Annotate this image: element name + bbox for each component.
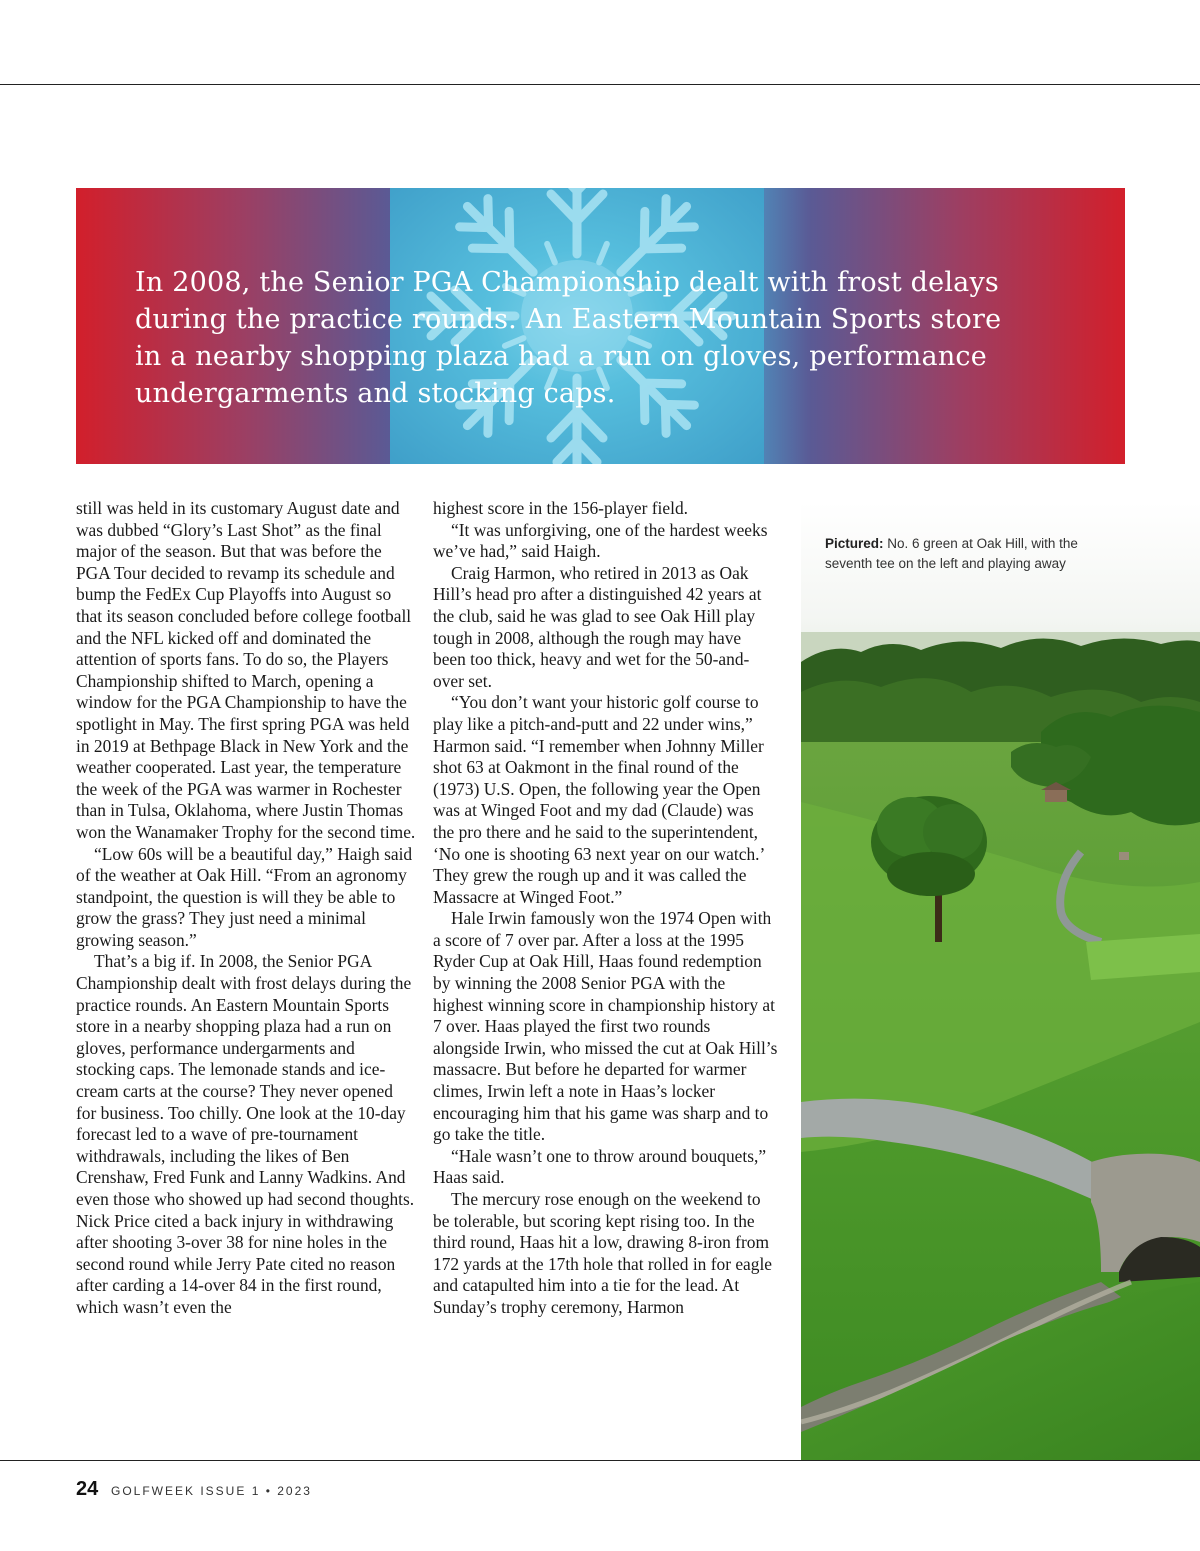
pull-quote-banner: [76, 188, 1125, 464]
bottom-rule: [0, 1460, 1200, 1461]
body-column-1: [76, 498, 416, 1319]
paragraph: “It was unforgiving, one of the hardest weeks we’ve had,” said Haigh.: [433, 519, 768, 562]
caption-label: Pictured:: [825, 536, 884, 551]
paragraph: still was held in its customary August date and was dubbed “Glory’s Last Shot” as the final major of the season. But that was before the PGA Tour decided to revamp its schedule and bump the FedEx Cup Playoffs into August so that its season concluded before college football and the NFL kicked off and dominated the attention of sports fans. To do so, the Players Championship shifted to March, opening a window for the PGA Championship to have the spotlight in May. The first spring PGA was held in 2019 at Bethpage Black in New York and the weather cooperated. Last year, the temperature the week of the PGA was warmer in Rochester than in Tulsa, Oklahoma, where Justin Thomas won the Wanamaker Trophy for the second time.: [76, 498, 416, 842]
paragraph: That’s a big if. In 2008, the Senior PGA Championship dealt with frost delays during the practice rounds. An Eastern Mountain Sports store in a nearby shopping plaza had a run on gloves, performance undergarments and stocking caps. The lemonade stands and ice-cream carts at the course? They never opened for business. Too chilly. One look at the 10-day forecast led to a wave of pre-tournament withdrawals, including the likes of Ben Crenshaw, Fred Funk and Lanny Wadkins. And even those who showed up had second thoughts. Nick Price cited a back injury in withdrawing after shooting 3-over 38 for nine holes in the second round while Jerry Pate cited no reason after carding a 14-over 84 in the first round, which wasn’t even the: [76, 951, 415, 1317]
paragraph: “Hale wasn’t one to throw around bouquets,” Haas said.: [433, 1145, 767, 1188]
golf-course-photo: [801, 502, 1200, 1460]
photo-caption: [825, 534, 1125, 574]
top-rule: [0, 84, 1200, 85]
paragraph: The mercury rose enough on the weekend to be tolerable, but scoring kept rising too. In the third round, Haas hit a low, drawing 8-iron from 172 yards at the 17th hole that rolled in for eagle and catapulted him into a tie for the lead. At Sunday’s trophy ceremony, Harmon: [433, 1189, 773, 1317]
publication-name: GOLFWEEK ISSUE 1 • 2023: [111, 1484, 312, 1498]
paragraph: highest score in the 156-player field.: [433, 498, 688, 518]
paragraph: Hale Irwin famously won the 1974 Open with a score of 7 over par. After a loss at the 1995 Ryder Cup at Oak Hill, Haas found redemption by winning the 2008 Senior PGA with the highest winning score in championship history at 7 over. Haas played the first two rounds alongside Irwin, who missed the cut at Oak Hill’s massacre. But before he departed for warmer climes, Irwin left a note in Haas’s locker encouraging him that his game was sharp and to go take the title.: [433, 908, 778, 1145]
body-column-2: [433, 498, 778, 1319]
paragraph: “You don’t want your historic golf course to play like a pitch-and-putt and 22 under wins,” Harmon said. “I remember when Johnny Miller shot 63 at Oakmont in the final round of the (1973) U.S. Open, the following year the Open was at Winged Foot and my dad (Claude) was the pro there and he said to the superintendent, ‘No one is shooting 63 next year on our watch.’ They grew the rough up and it was called the Massacre at Winged Foot.”: [433, 692, 764, 907]
caption-text: No. 6 green at Oak Hill, with the seventh tee on the left and playing away: [825, 536, 1078, 571]
paragraph: “Low 60s will be a beautiful day,” Haigh said of the weather at Oak Hill. “From an agronomy standpoint, the question is will they be able to grow the grass? They just need a minimal growing season.”: [76, 843, 413, 950]
pull-quote: In 2008, the Senior PGA Championship dealt with frost delays during the practice rounds. An Eastern Mountain Sports store in a nearby shopping plaza had a run on gloves, performance undergarments and stocking caps.: [135, 267, 1002, 409]
golf-course-illustration: [801, 502, 1200, 1460]
paragraph: Craig Harmon, who retired in 2013 as Oak Hill’s head pro after a distinguished 42 years at the club, said he was glad to see Oak Hill play tough in 2008, although the rough may have been too thick, heavy and wet for the 50-and-over set.: [433, 562, 762, 691]
page-number: 24: [76, 1478, 99, 1500]
